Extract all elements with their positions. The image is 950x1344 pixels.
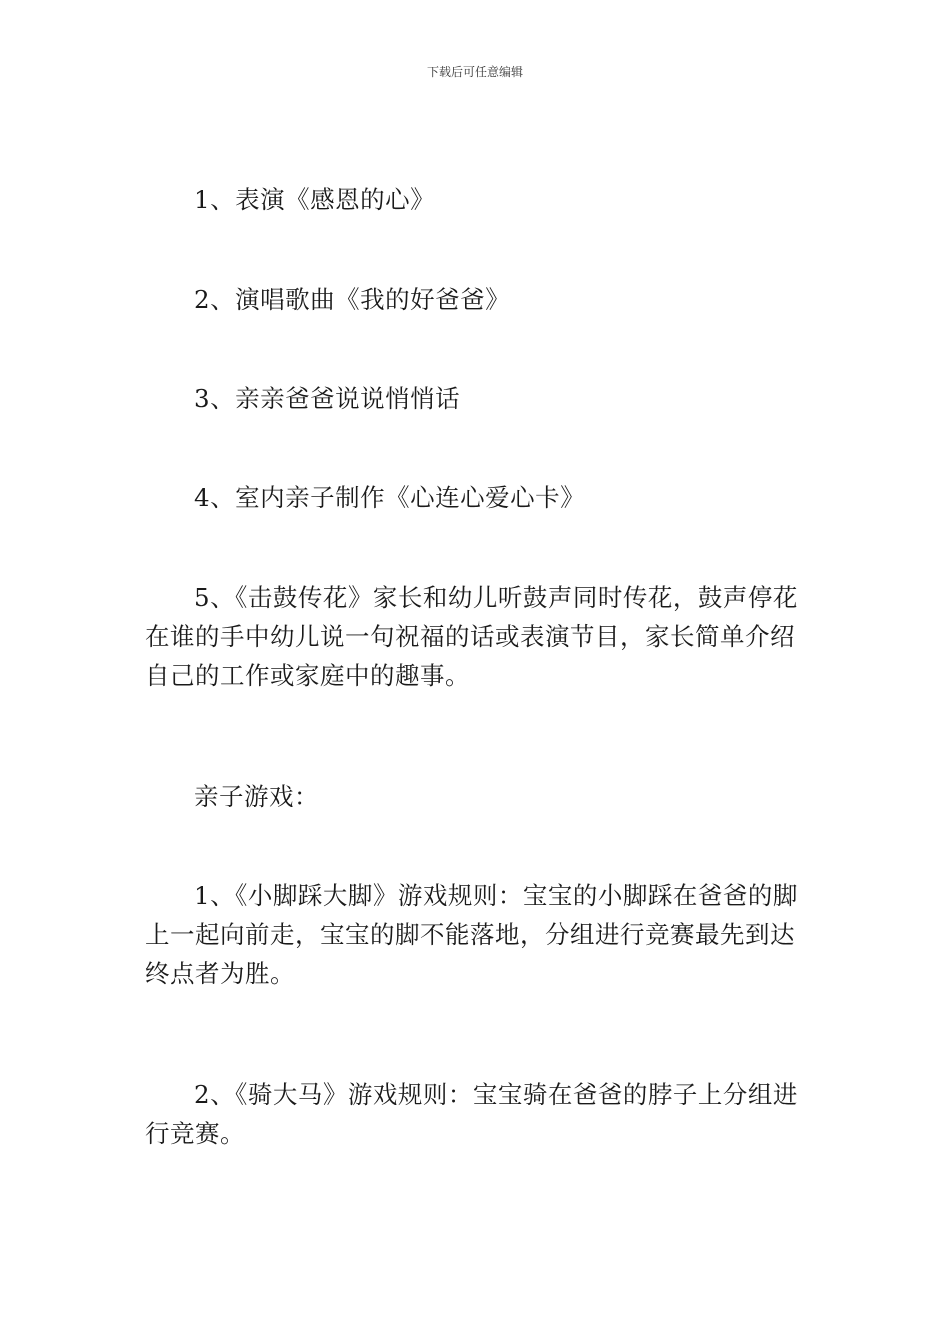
paragraph-item-4: 4、室内亲子制作《心连心爱心卡》 (194, 483, 586, 512)
paragraph-item-1: 1、表演《感恩的心》 (194, 185, 436, 214)
paragraph-item-2: 2、演唱歌曲《我的好爸爸》 (194, 285, 511, 314)
page-header: 下载后可任意编辑 (426, 65, 523, 79)
paragraph-item-5: 5、《击鼓传花》家长和幼儿听鼓声同时传花，鼓声停花在谁的手中幼儿说一句祝福的话或表演节目，家长简单介绍自己的工作或家庭中的趣事。 (145, 583, 798, 690)
game-rule-2: 2、《骑大马》游戏规则：宝宝骑在爸爸的脖子上分组进行竞赛。 (145, 1080, 798, 1148)
section-heading-parent-child-games: 亲子游戏： (194, 782, 319, 811)
paragraph-item-3: 3、亲亲爸爸说说悄悄话 (194, 384, 461, 413)
game-rule-1: 1、《小脚踩大脚》游戏规则：宝宝的小脚踩在爸爸的脚上一起向前走，宝宝的脚不能落地，分组进行竞赛最先到达终点者为胜。 (145, 881, 798, 988)
